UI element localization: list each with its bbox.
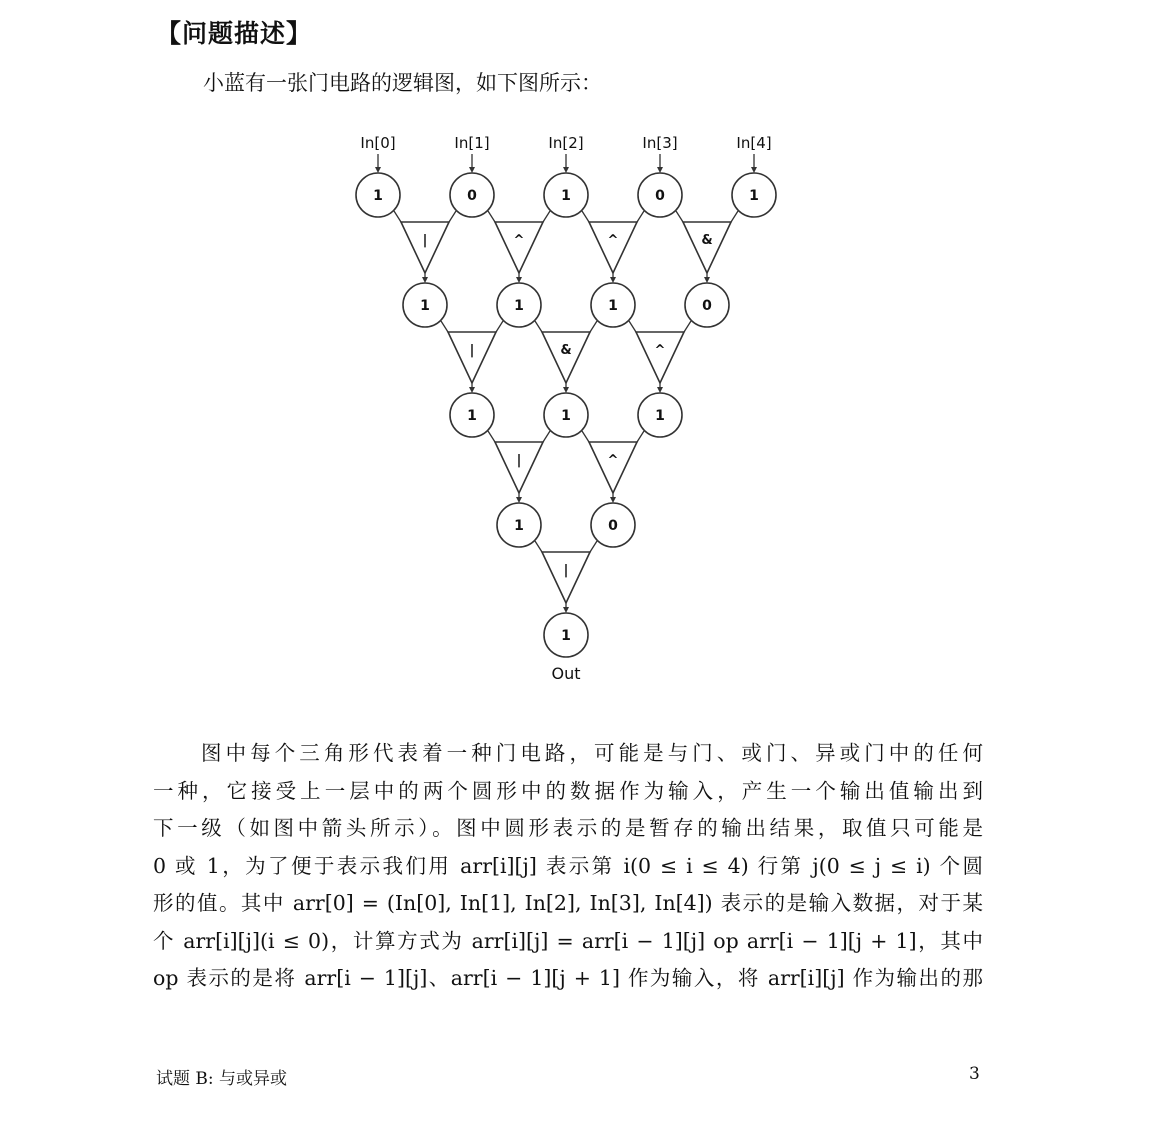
node-value: 1 xyxy=(655,408,665,424)
gate-output-arrow-head xyxy=(516,277,522,283)
gate-output-arrow-head xyxy=(563,607,569,613)
footer-title: 试题 B: 与或异或 xyxy=(156,1069,288,1089)
gate-output-arrow-head xyxy=(469,387,475,393)
gate-input-wire xyxy=(488,431,495,442)
gate-output-arrow-head xyxy=(704,277,710,283)
gate-operator: & xyxy=(701,233,713,248)
gate-operator: | xyxy=(422,233,428,248)
paragraph-line: 一种，它接受上一层中的两个圆形中的数据作为输入，产生一个输出值输出到 xyxy=(153,778,983,803)
section-heading: 【问题描述】 xyxy=(156,19,313,48)
input-label: In[0] xyxy=(360,134,396,152)
gate-output-arrow-head xyxy=(610,497,616,503)
paragraph-line: op 表示的是将 arr[i − 1][j]、arr[i − 1][j + 1] 作为输入，将 arr[i][j] 作为输出的那 xyxy=(153,966,983,990)
gate-output-arrow-head xyxy=(657,387,663,393)
paragraph-line: 个 arr[i][j](i ≤ 0)，计算方式为 arr[i][j] = arr[i − 1][j] op arr[i − 1][j + 1]，其中 xyxy=(153,928,983,953)
paragraph-line: 0 或 1，为了便于表示我们用 arr[i][j] 表示第 i(0 ≤ i ≤ 4) 行第 j(0 ≤ j ≤ i) 个圆 xyxy=(153,853,983,878)
gate-input-wire xyxy=(535,321,542,332)
paragraph-line: 形的值。其中 arr[0] = (In[0], In[1], In[2], In[3], In[4]) 表示的是输入数据，对于某 xyxy=(153,891,983,915)
circuit-svg xyxy=(340,118,800,698)
gate-input-wire xyxy=(582,211,589,222)
gate-operator: ^ xyxy=(607,453,619,468)
input-arrow-head xyxy=(751,167,757,173)
gate-input-wire xyxy=(637,211,644,222)
paragraph-line: 下一级（如图中箭头所示）。图中圆形表示的是暂存的输出结果，取值只可能是 xyxy=(153,816,983,840)
gate-input-wire xyxy=(496,321,503,332)
node-value: 1 xyxy=(608,298,618,314)
gate-input-wire xyxy=(441,321,448,332)
input-label: In[4] xyxy=(736,134,772,152)
gate-input-wire xyxy=(731,211,738,222)
intro-text: 小蓝有一张门电路的逻辑图，如下图所示： xyxy=(203,71,602,95)
node-value: 1 xyxy=(749,188,759,204)
output-label: Out xyxy=(551,664,581,683)
input-arrow-head xyxy=(375,167,381,173)
input-label: In[3] xyxy=(642,134,678,152)
node-value: 1 xyxy=(373,188,383,204)
logic-circuit-diagram xyxy=(340,118,800,698)
gate-output-arrow-head xyxy=(610,277,616,283)
gate-input-wire xyxy=(582,431,589,442)
node-value: 1 xyxy=(561,628,571,644)
node-value: 1 xyxy=(514,518,524,534)
gate-input-wire xyxy=(676,211,683,222)
gate-input-wire xyxy=(394,211,401,222)
node-value: 1 xyxy=(561,408,571,424)
gate-input-wire xyxy=(637,431,644,442)
gate-input-wire xyxy=(543,431,550,442)
node-value: 1 xyxy=(561,188,571,204)
node-value: 0 xyxy=(608,518,618,534)
gate-operator: ^ xyxy=(607,233,619,248)
gate-input-wire xyxy=(629,321,636,332)
gate-input-wire xyxy=(684,321,691,332)
gate-input-wire xyxy=(590,321,597,332)
gate-operator: | xyxy=(469,343,475,358)
input-arrow-head xyxy=(657,167,663,173)
node-value: 0 xyxy=(702,298,712,314)
gate-output-arrow-head xyxy=(563,387,569,393)
gate-output-arrow-head xyxy=(422,277,428,283)
node-value: 0 xyxy=(467,188,477,204)
gate-operator: ^ xyxy=(654,343,666,358)
gate-input-wire xyxy=(543,211,550,222)
gate-input-wire xyxy=(535,541,542,552)
gate-input-wire xyxy=(590,541,597,552)
node-value: 1 xyxy=(467,408,477,424)
problem-paragraph xyxy=(153,735,983,998)
page-number: 3 xyxy=(969,1064,980,1084)
input-label: In[1] xyxy=(454,134,490,152)
node-value: 0 xyxy=(655,188,665,204)
paragraph-line: 图中每个三角形代表着一种门电路，可能是与门、或门、异或门中的任何 xyxy=(201,741,983,765)
node-value: 1 xyxy=(514,298,524,314)
gate-operator: & xyxy=(560,343,572,358)
gate-operator: ^ xyxy=(513,233,525,248)
gate-operator: | xyxy=(563,563,569,578)
gate-operator: | xyxy=(516,453,522,468)
gate-input-wire xyxy=(449,211,456,222)
input-arrow-head xyxy=(469,167,475,173)
gate-output-arrow-head xyxy=(516,497,522,503)
gate-input-wire xyxy=(488,211,495,222)
input-arrow-head xyxy=(563,167,569,173)
input-label: In[2] xyxy=(548,134,584,152)
node-value: 1 xyxy=(420,298,430,314)
